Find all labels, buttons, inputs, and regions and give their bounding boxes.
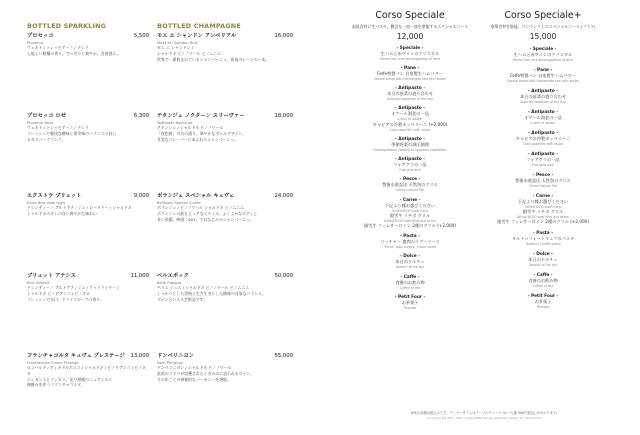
course-speciale-plus <box>470 10 616 309</box>
dish-heading: - Pane - <box>400 66 420 71</box>
wine-row <box>157 351 293 359</box>
footnote-jp: ※表示金額は税込みです。ディナータイムはテーブルチャージ (お一人様 500円税込) がかかります。 <box>410 411 560 415</box>
wine-name-en: Franciacorta Cuvee Prestige <box>27 360 79 365</box>
dish-name-en: Special bread with homemade raw ham butter <box>373 77 447 81</box>
dish-heading: - Pane - <box>533 67 553 73</box>
dish-name: 本日のドルチェ <box>395 259 425 265</box>
course-dish <box>470 131 616 146</box>
wine-price: 6,300 <box>133 113 149 119</box>
wine-name-en: Prosecco <box>27 40 44 45</box>
course-title: Corso Speciale+ <box>504 10 582 21</box>
course-dish <box>470 273 616 288</box>
dish-name-en: Foie gras dish <box>532 162 554 167</box>
wine-item <box>27 191 149 217</box>
course-dish <box>470 173 616 188</box>
dish-name: オマール海老の一品 <box>391 111 429 117</box>
dish-name-en: Dessert of the day <box>528 263 558 267</box>
wine-name: モエ エ シャンドン アンペリアル <box>157 33 237 39</box>
wine-item <box>157 111 293 142</box>
wine-description: ヴェネト / トレッビアーノ / グレラ フレッシュで軽快な酸味と果実味のバランスの良い ロゼスパークリング。 <box>27 125 117 142</box>
wine-price: 11,000 <box>130 273 149 279</box>
wine-name: ベルエポック <box>157 273 189 279</box>
wine-description: トレンティーノ アルトアディジェ / ケットマイヤー / シャルドネ ピノビアンコ / ピノネロ フレッシュで辛口、ドライフルーツの香り。 <box>27 285 119 302</box>
dish-heading: - Pesce - <box>532 172 554 178</box>
wine-row <box>157 191 293 199</box>
dish-name-en: Grilled NGYO beef fillet and sirloin <box>383 219 437 224</box>
course-dish <box>337 46 483 61</box>
wine-item <box>27 31 149 57</box>
dish-name-en: Grilled NGYO beef rump <box>391 208 429 213</box>
dish-name-en: Special bread with homemade raw ham butter <box>506 78 580 83</box>
dish-name: 銀雪牛 フィレサーロイン 2種のグリル (+2,000) <box>497 219 589 225</box>
dish-name: 生ハムと赤ワインのクリスタル <box>380 50 440 56</box>
wine-name: ドンペリニヨン <box>157 353 194 359</box>
dish-heading: - Petit Four - <box>527 294 559 299</box>
dish-name-en: Assorted appetizer of the day <box>387 97 433 102</box>
dish-name-en: "Ricca" ragu cuisine, cream sauce <box>383 245 437 250</box>
course-subtitle: 豪華食材を堪能、ワンランク上のスペシャルコース (プラス) <box>490 24 596 29</box>
wine-price: 13,000 <box>130 353 149 359</box>
dish-heading: - Antipasto - <box>527 88 558 94</box>
wine-price: 5,500 <box>133 33 149 39</box>
dish-name: 下記より種お選びください <box>384 202 436 208</box>
wine-item <box>157 191 293 222</box>
wine-description: ペリエ ジュエ / シャルドネ ピノノワール ピノムニエ しっかりとした骨格と生き生きとした酸味の見事なバランス。 ワインといえる芸術品です。 <box>157 285 266 302</box>
dish-heading: - Antipasto - <box>527 151 558 157</box>
dish-name: リッチャー 鹿肉のラグーソース <box>380 239 440 245</box>
course-speciale <box>337 10 483 310</box>
wine-name-en: Taittinger Nocturne <box>157 120 193 125</box>
section-heading-sparkling: BOTTLED SPARKLING <box>27 22 107 30</box>
dish-name-en: Parma ham and decomposition of wine <box>379 56 441 61</box>
dish-heading: - Antipasto - <box>527 109 558 115</box>
course-dish <box>470 110 616 125</box>
wine-description: モエ エ シャンドン / シャルドネ ピノノワール ピノムニエ 世界で一番飲まれているシャンパーニュ。祝福のシーンの一本。 <box>157 45 270 62</box>
dish-name-en: A dish of lobster <box>530 120 556 125</box>
dish-name-en: Grilled NGYO beef fillet and sirloin <box>516 215 570 219</box>
dish-name-en: Grilled natural fish <box>395 188 425 193</box>
course-price: 12,000 <box>396 32 424 41</box>
dish-name: オマール海老の一品 <box>524 114 562 120</box>
dish-heading: - Caffe - <box>533 273 553 278</box>
wine-description: ロンバルディア / カデルボスコ / シャルドネ / ピノビアンコ / ピノネロ エレガンスとフィネス、花や柑橘のニュアンスに 複雑みを伴うフランチャコルタ。 <box>27 365 146 388</box>
course-dish <box>470 89 616 104</box>
dish-heading: - Pesce - <box>399 177 421 183</box>
wine-item <box>157 31 293 62</box>
course-dish <box>470 152 616 167</box>
dish-heading: - Carne - <box>532 193 554 199</box>
dish-heading: - Antipasto - <box>394 106 425 112</box>
dish-name: キャビアの冷製カッペリーニ (+2,000) <box>372 121 448 127</box>
dish-name-en: Parma ham and decomposition of wine <box>512 57 574 62</box>
dish-name: フォアグラの一品 <box>393 162 427 168</box>
wine-row <box>157 31 293 39</box>
dish-heading: - Carne - <box>399 197 421 203</box>
course-dish <box>470 68 616 83</box>
dish-name: 本日のドルチェ <box>528 257 558 262</box>
wine-item <box>27 351 149 388</box>
course-dish <box>337 198 483 230</box>
wine-row <box>27 191 149 199</box>
dish-heading: - Pasta - <box>532 231 553 236</box>
dish-name: 豊後水道直送 天然魚のグリル <box>382 182 438 188</box>
dish-name-en: Cold cappellini with caviar <box>522 141 564 146</box>
wine-name-en: Extra Brut Alpe regis <box>27 200 66 205</box>
footnote-en: Including tax 10%. Table charge ¥500 will be added per person for dinner time. <box>427 416 543 420</box>
course-dish <box>337 86 483 101</box>
dish-heading: - Antipasto - <box>394 157 425 163</box>
section-heading-champagne: BOTTLED CHAMPAGNE <box>157 22 241 30</box>
dish-name: 食後のお飲み物 <box>528 278 558 283</box>
dish-name: Felfe特製パン 自家製生ハムバター <box>377 71 443 76</box>
dish-name: タルトゥフォートリュフのパスタ <box>511 236 575 241</box>
dish-name-en: Decompression cooking of seasonal vegetables <box>373 148 447 153</box>
wine-item <box>157 351 293 382</box>
dish-name: 銀雪牛 フィレサーロイン 2種のグリル (+2,000) <box>364 223 456 229</box>
wine-description: ドンペリニヨン / シャルドネ ピノノワール 最高のブドウが収穫されたときのみに造られるワイン。 その年ごとの神秘的なハーモニーを堪能。 <box>157 365 254 382</box>
wine-name: テタンジェ ノクターン スリーヴァー <box>157 113 245 119</box>
course-dish <box>470 231 616 246</box>
wine-row <box>157 271 293 279</box>
dish-name: 本日の前菜の盛り合わせ <box>519 93 567 99</box>
course-dish <box>337 254 483 269</box>
course-dish <box>337 66 483 81</box>
dish-name: 銀雪牛 イチボ グリル <box>522 209 564 214</box>
wine-price: 18,000 <box>274 113 293 119</box>
course-dish <box>337 275 483 290</box>
wine-name-en: Brut Athesis <box>27 280 50 285</box>
dish-name-en: Assorted appetizer of the day <box>520 99 566 104</box>
course-title: Corso Speciale <box>375 10 445 21</box>
dish-name: Felfe特製パン 自家製生ハムバター <box>510 72 576 78</box>
dish-heading: - Dolce - <box>399 254 420 260</box>
dish-name: フォアグラの一品 <box>526 156 560 162</box>
dish-name: 豊後水道直送 天然魚のグリル <box>515 177 571 183</box>
dish-name: 銀雪牛 イチボ グリル <box>389 213 431 219</box>
course-dish <box>470 47 616 62</box>
tax-footnote <box>340 410 630 420</box>
dish-name: 季節野菜の減圧調理 <box>391 142 429 148</box>
course-price: 15,000 <box>529 32 557 41</box>
wine-description: トレンティーノ アルトアディジェ / ロータリー / シャルドネ シャルドネのキレの良い爽やかな味わい <box>27 205 132 216</box>
dish-name-en: A dish of lobster <box>397 117 423 122</box>
wine-name-en: Bollinger Special Cuvee <box>157 200 201 205</box>
dish-heading: - Speciale - <box>529 46 557 52</box>
dish-name-en: Coffee or tea <box>399 285 421 290</box>
wine-name-en: Prosecco Rose <box>27 120 54 125</box>
course-dish <box>470 252 616 267</box>
course-dish <box>470 294 616 309</box>
champagne-column <box>157 22 293 382</box>
dish-name-en: Teacake <box>403 305 417 310</box>
wine-row <box>157 111 293 119</box>
wine-name-en: Moet et Chandon Brut <box>157 40 198 45</box>
course-subtitle: 高級食材に生パスタ、贅沢な一皿一皿を堪能するスペシャルコース <box>351 24 469 29</box>
wine-item <box>157 271 293 302</box>
dish-heading: - Petit Four - <box>394 294 426 300</box>
course-dish <box>337 157 483 172</box>
dish-name-en: Foie gras dish <box>399 168 421 173</box>
wine-name: プロセッコ ロゼ <box>27 113 66 119</box>
dish-heading: - Speciale - <box>396 45 424 51</box>
wine-price: 50,000 <box>274 273 293 279</box>
course-dish <box>337 234 483 249</box>
dish-name: キャビアの冷製カッペリーニ <box>515 135 571 141</box>
dish-name-en: Teacake <box>536 305 550 309</box>
dish-name-en: Dessert of the day <box>395 265 425 270</box>
wine-price: 16,000 <box>274 33 293 39</box>
wine-description: ヴェネト / トレッビアーノ / グレラ 心地よい柑橘の香り。すっきりと爽やか、食前酒に。 <box>27 45 121 56</box>
course-dish <box>337 177 483 192</box>
wine-name: フランチャコルタ キュヴェ プレステージ <box>27 353 125 359</box>
wine-name: ブリュット アテシス <box>27 273 76 279</box>
wine-description: ボランジェ / ピノノワール シャルドネ ピノムニエ ボランジェの最もピュアなスタイル。ふくよかなボディと 長い余韻。映画「007」でおなじみのシャンパーニュ。 <box>157 205 258 222</box>
dish-name: 食後のお飲み物 <box>395 279 425 285</box>
wine-price: 24,000 <box>274 193 293 199</box>
wine-item <box>27 271 149 302</box>
dish-name: 生ハムと赤ワインのクリスタル <box>513 51 573 57</box>
wine-row <box>27 351 149 359</box>
wine-name: プロセッコ <box>27 33 54 39</box>
wine-price: 55,000 <box>274 353 293 359</box>
wine-description: テタンジェ / シャルドネ ピノノワール 「夜想曲」の名の通り、華やかなボトルデザイン。 甘美なフレーバーにあふれたシャンパーニュ。 <box>157 125 246 142</box>
dish-name-en: Cold cappellini with caviar <box>389 127 431 132</box>
dish-heading: - Antipasto - <box>394 137 425 143</box>
dish-heading: - Caffe - <box>400 274 420 280</box>
dish-name: お茶菓子 <box>401 299 419 305</box>
dish-name: 本日の前菜の盛り合わせ <box>386 91 434 97</box>
dish-heading: - Pasta - <box>399 234 420 240</box>
course-dish <box>337 295 483 310</box>
dish-heading: - Dolce - <box>532 252 553 257</box>
wine-row <box>27 31 149 39</box>
dish-name-en: Grilled NGYO beef rump <box>524 204 562 209</box>
dish-name-en: Tagliolini / truffle pasta <box>525 242 561 246</box>
wine-item <box>27 111 149 142</box>
dish-name-en: Grilled natural fish <box>528 183 558 188</box>
wine-row <box>27 271 149 279</box>
wine-name: ボランジェ スペシャル キュヴェ <box>157 193 235 199</box>
wine-name: エクストラ ブリュット <box>27 193 82 199</box>
wine-price: 9,000 <box>133 193 149 199</box>
course-dish <box>337 137 483 152</box>
wine-name-en: Belle Epoque <box>157 280 182 285</box>
dish-heading: - Antipasto - <box>394 86 425 92</box>
wine-row <box>27 111 149 119</box>
course-dish <box>470 194 616 226</box>
course-dish <box>337 106 483 132</box>
wine-name-en: Dom Perignon <box>157 360 184 365</box>
dish-name: お茶菓子 <box>534 299 552 304</box>
dish-name: 下記より種お選びください <box>517 198 569 204</box>
dish-heading: - Antipasto - <box>527 130 558 136</box>
dish-name-en: Coffee or tea <box>532 284 554 288</box>
sparkling-column <box>27 22 149 388</box>
